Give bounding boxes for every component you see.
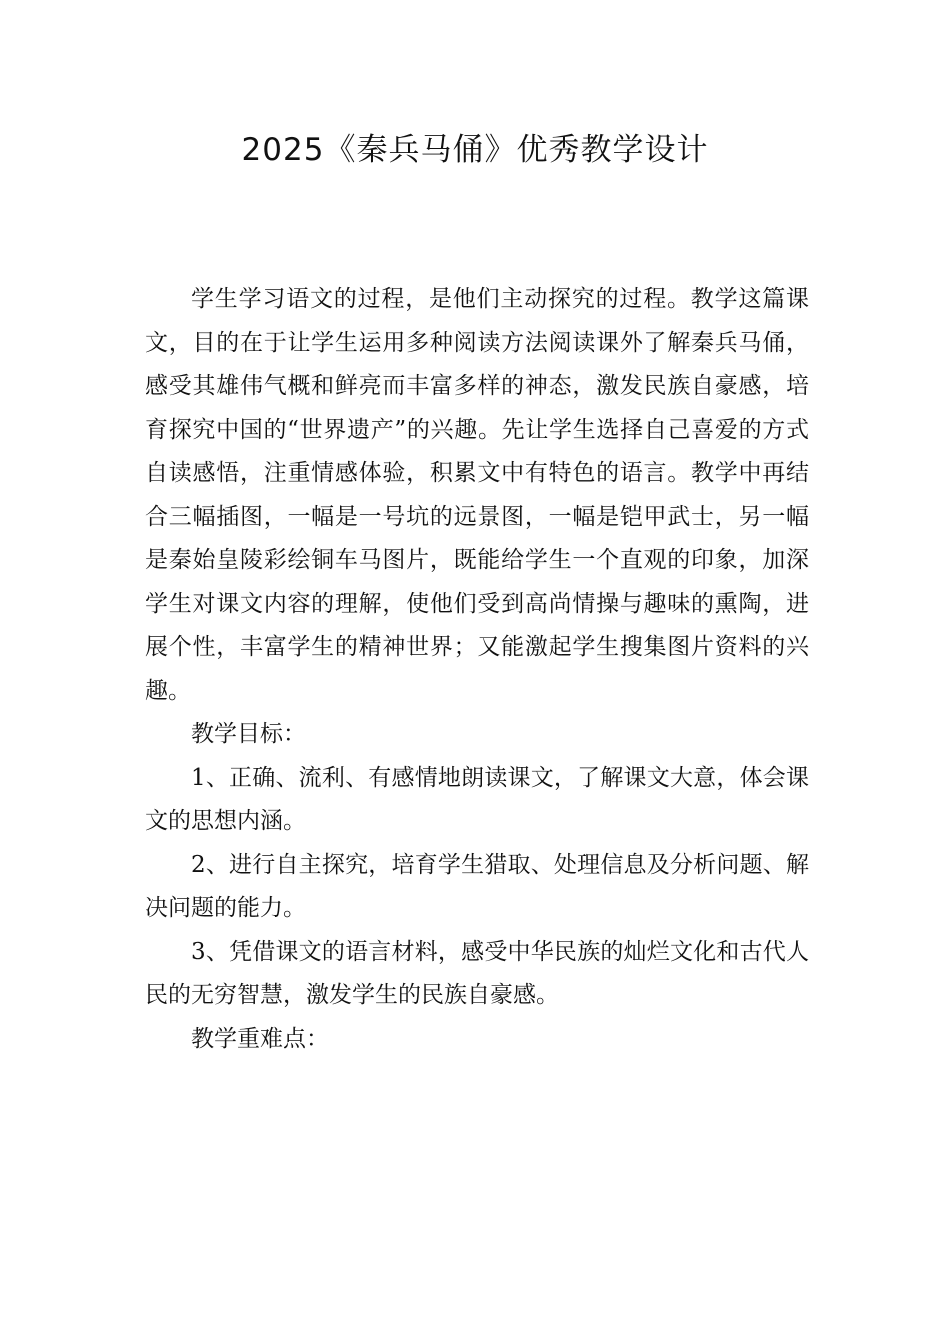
intro-paragraph: 学生学习语文的过程，是他们主动探究的过程。教学这篇课文，目的在于让学生运用多种阅读方法阅读课外了解秦兵马俑，感受其雄伟气概和鲜亮而丰富多样的神态，激发民族自豪感，培育探究中国的“世界遗产”的兴趣。先让学生选择自己喜爱的方式自读感悟，注重情感体验，积累文中有特色的语言。教学中再结合三幅插图，一幅是一号坑的远景图，一幅是铠甲武士，另一幅是秦始皇陵彩绘铜车马图片，既能给学生一个直观的印象，加深学生对课文内容的理解，使他们受到高尚情操与趣味的熏陶，进展个性，丰富学生的精神世界；又能激起学生搜集图片资料的兴趣。 bbox=[145, 286, 809, 704]
objective-item-3: 3、凭借课文的语言材料，感受中华民族的灿烂文化和古代人民的无穷智慧，激发学生的民族自豪感。 bbox=[145, 938, 809, 1008]
key-difficulties-heading: 教学重难点： bbox=[191, 1025, 329, 1052]
objective-item-1: 1、正确、流利、有感情地朗读课文，了解课文大意，体会课文的思想内涵。 bbox=[145, 764, 809, 834]
document-body bbox=[145, 278, 809, 1061]
objectives-heading: 教学目标： bbox=[191, 721, 306, 747]
document-title: 2025《秦兵马俑》优秀教学设计 bbox=[241, 132, 709, 168]
objective-item-2: 2、进行自主探究，培育学生猎取、处理信息及分析问题、解决问题的能力。 bbox=[145, 851, 809, 921]
